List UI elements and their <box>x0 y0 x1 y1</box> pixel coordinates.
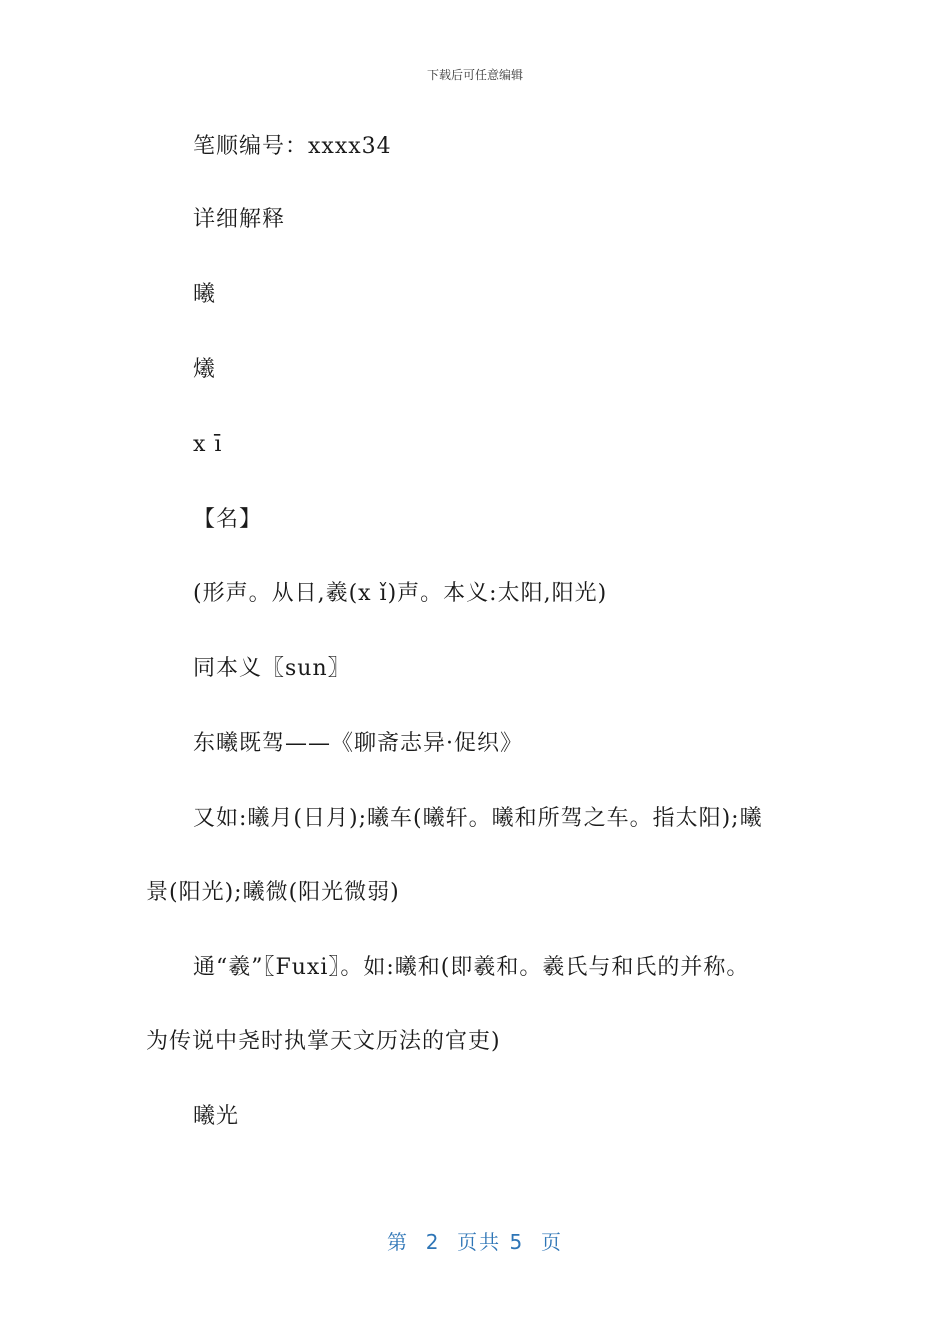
etymology-line: (形声。从日,羲(x ǐ)声。本义:太阳,阳光) <box>193 581 608 606</box>
citation-line: 东曦既驾——《聊斋志异·促织》 <box>193 731 523 756</box>
character-entry: 曦 <box>193 282 217 307</box>
part-of-speech: 【名】 <box>193 507 263 532</box>
page-number-footer <box>0 1226 950 1255</box>
variant-usage-line: 通“羲”〖Fuxi〗。如:曦和(即羲和。羲氏与和氏的并称。 <box>193 955 750 980</box>
stroke-order-line: 笔顺编号：xxxx34 <box>193 134 392 159</box>
page-header-note: 下载后可任意编辑 <box>426 68 523 82</box>
section-heading: 详细解释 <box>193 207 286 232</box>
example-line: 又如:曦月(日月);曦车(曦轩。曦和所驾之车。指太阳);曦 <box>193 806 763 831</box>
compound-word-line: 曦光 <box>193 1104 240 1129</box>
variant-usage-line-continued: 为传说中尧时执掌天文历法的官吏) <box>146 1029 501 1054</box>
page-number-label: 第 2 页共 5 页 <box>387 1230 563 1254</box>
pinyin-line: x ī <box>193 432 223 457</box>
character-variant: 爔 <box>193 357 217 382</box>
definition-line: 同本义〖sun〗 <box>193 656 351 681</box>
example-line-continued: 景(阳光);曦微(阳光微弱) <box>146 880 400 905</box>
